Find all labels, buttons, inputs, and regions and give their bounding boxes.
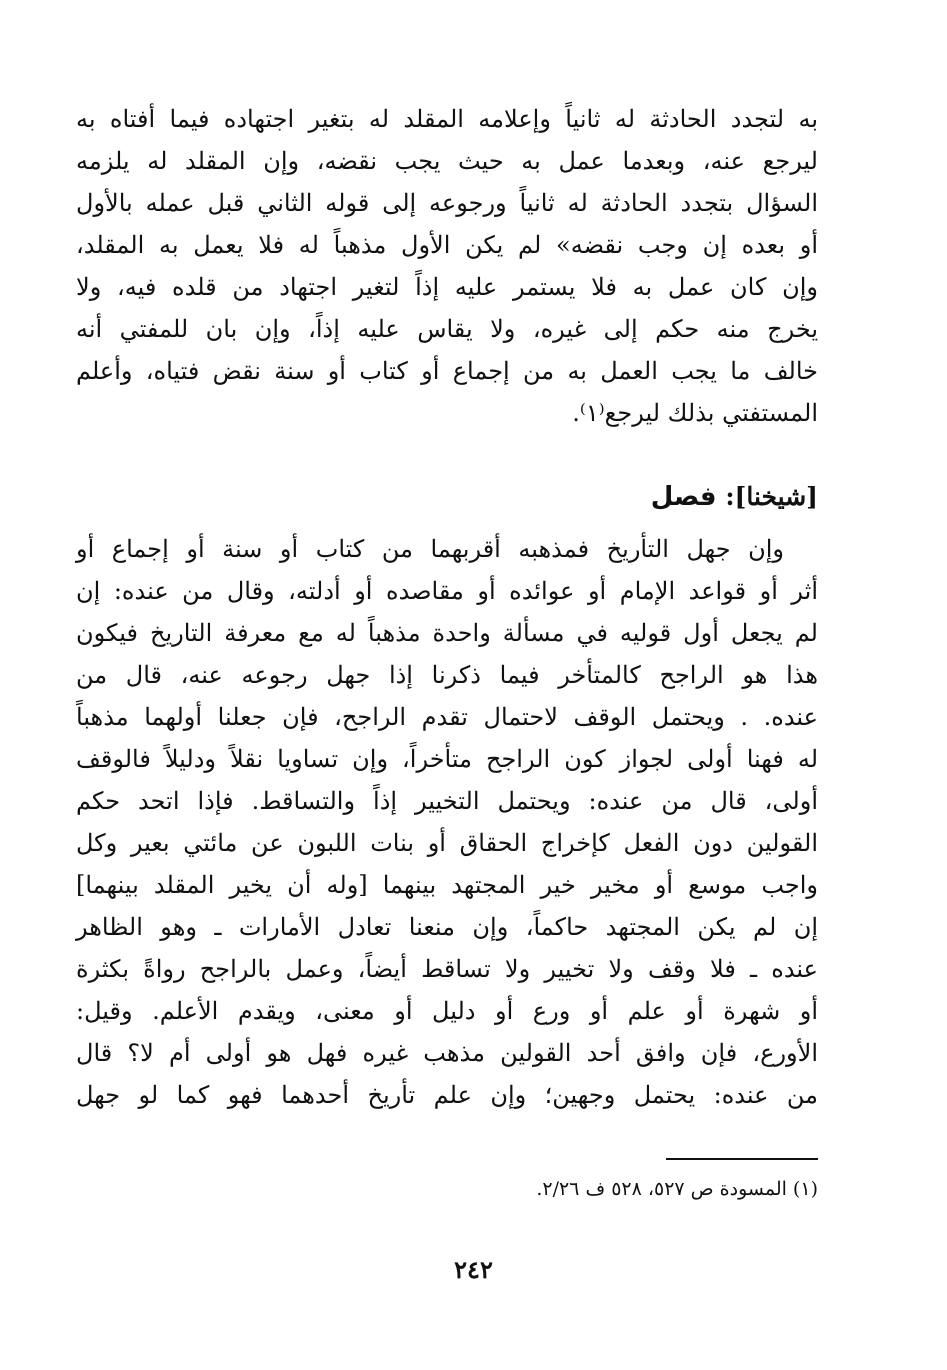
text-line: أولى، قال من عنده: ويحتمل التخيير إذاً والتساقط. فإذا اتحد حكم [76,787,818,815]
text-line: القولين دون الفعل كإخراج الحقاق أو بنات اللبون عن مائتي بعير وكل [76,829,818,857]
text-line: وإن كان عمل به فلا يستمر عليه إذاً لتغير اجتهاد من قلده فيه، ولا [76,273,818,301]
paragraph-continuation [76,98,818,434]
text-line: عنده ـ فلا وقف ولا تخيير ولا تساقط أيضاً، وعمل بالراجح رواةً بكثرة [76,955,818,983]
text-line: ليرجع عنه، وبعدما عمل به حيث يجب نقضه، وإن المقلد له يلزمه [76,147,818,175]
text-line: الأورع، فإن وافق أحد القولين مذهب غيره فهل هو أولى أم لا؟ قال [76,1039,818,1067]
text-line: هذا هو الراجح كالمتأخر فيما ذكرنا إذا جهل رجوعه عنه، قال من [76,661,818,689]
text-line: أثر أو قواعد الإمام أو عوائده أو مقاصده أو أدلته، وقال من عنده: إن [76,577,818,605]
text-line: وإن جهل التأريخ فمذهبه أقربهما من كتاب أو سنة أو إجماع أو [76,535,784,563]
page-number: ٢٤٢ [454,1255,493,1284]
text-line: عنده. . ويحتمل الوقف لاحتمال تقدم الراجح، فإن جعلنا أولهما مذهباً [76,703,818,731]
section-paragraph [76,528,818,1116]
text-line: من عنده: يحتمل وجهين؛ وإن علم تأريخ أحدهما فهو كما لو جهل [76,1081,818,1109]
heading-attribution: [شيخنا]: [725,482,818,511]
text-line: يخرج منه حكم إلى غيره، ولا يقاس عليه إذاً، وإن بان للمفتي أنه [76,315,818,343]
text-line: خالف ما يجب العمل به من إجماع أو كتاب أو سنة نقض فتياه، وأعلم [76,357,818,385]
text-line: إن لم يكن المجتهد حاكماً، وإن منعنا تعادل الأمارات ـ وهو الظاهر [76,913,818,941]
footnote-divider [666,1158,818,1160]
heading-title: فصل [650,482,717,512]
text-line: السؤال بتجدد الحادثة له ثانياً ورجوعه إلى قوله الثاني قبل عمله بالأول [76,189,818,217]
text-line: لم يجعل أول قوليه في مسألة واحدة مذهباً له مع معرفة التاريخ فيكون [76,619,818,647]
footnote: (١) المسودة ص ٥٢٧، ٥٢٨ ف ٢/٢٦. [536,1178,818,1200]
text-line: أو شهرة أو علم أو ورع أو دليل أو معنى، ويقدم الأعلم. وقيل: [76,997,818,1025]
text-line: واجب موسع أو مخير خير المجتهد بينهما [وله أن يخير المقلد بينهما] [76,871,818,899]
text-line: المستفتي بذلك ليرجع⁽١⁾. [572,399,818,427]
text-line: به لتجدد الحادثة له ثانياً وإعلامه المقلد له بتغير اجتهاده فيما أفتاه به [76,105,818,133]
text-line: له فهنا أولى لجواز كون الراجح متأخراً، وإن تساويا نقلاً ودليلاً فالوقف [76,745,819,773]
section-heading [76,476,818,518]
text-line: أو بعده إن وجب نقضه» لم يكن الأول مذهباً له فلا يعمل به المقلد، [76,231,818,259]
